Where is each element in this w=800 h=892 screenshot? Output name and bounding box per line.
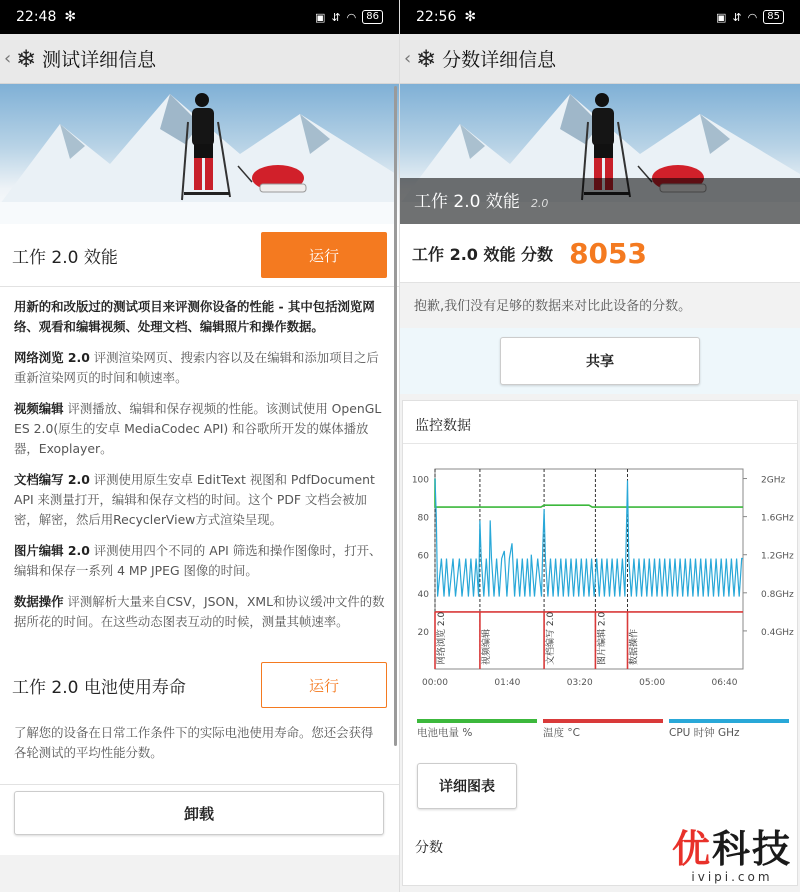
x-tick-label: 05:00 <box>639 678 666 688</box>
wifi-icon: ◠ <box>747 10 758 24</box>
hero-caption <box>414 187 548 212</box>
score-value: 8053 <box>569 236 647 270</box>
title-bar <box>0 34 399 84</box>
chart-legend <box>417 719 789 740</box>
test-description <box>0 286 399 653</box>
y-tick-label: 40 <box>417 589 429 600</box>
legend-battery <box>417 719 537 740</box>
watermark-brand-rest: 科技 <box>711 827 792 871</box>
test-row <box>0 224 399 286</box>
legend-battery-label: 电池电量 % <box>417 727 473 739</box>
y-tick-label: 60 <box>417 551 429 562</box>
page-title: 分数详细信息 <box>442 49 557 71</box>
item-text: 评测使用四个不同的 API 筛选和操作图像时，打开、编辑和保存一系列 4 MP JPEG 图像的时间。 <box>14 543 382 578</box>
list-item <box>14 592 385 632</box>
share-button[interactable]: 共享 <box>500 337 700 385</box>
battery-desc-text: 了解您的设备在日常工作条件下的实际电池使用寿命。您还会获得各轮测试的平均性能分数。 <box>14 725 374 760</box>
y-right-tick-label: 0.4GHz <box>761 627 794 638</box>
watermark-brand-red: 优 <box>671 827 712 871</box>
score-details-screen <box>400 0 800 892</box>
legend-cpu-label: CPU 时钟 GHz <box>669 727 740 739</box>
list-item <box>14 470 385 530</box>
item-name: 网络浏览 2.0 <box>14 350 90 365</box>
battery-test-name: 工作 2.0 电池使用寿命 <box>12 677 186 698</box>
score-row <box>400 224 800 282</box>
item-name: 数据操作 <box>14 594 64 609</box>
uninstall-area <box>0 784 399 855</box>
app-snowflake-icon: ❄ <box>416 44 437 73</box>
monitor-title: 监控数据 <box>415 418 471 434</box>
battery-test-row <box>0 653 399 717</box>
app-snowflake-icon: ❄ <box>16 44 37 73</box>
y-tick-label: 80 <box>417 513 429 524</box>
comparison-notice: 抱歉,我们没有足够的数据来对比此设备的分数。 <box>400 282 800 328</box>
run-button[interactable]: 运行 <box>261 232 387 278</box>
marker-label: 文档编写 2.0 <box>546 611 557 665</box>
clock: 22:56 <box>416 9 457 25</box>
item-name: 图片编辑 2.0 <box>14 543 90 558</box>
battery-run-button[interactable]: 运行 <box>261 662 387 708</box>
y-tick-label: 100 <box>411 475 429 486</box>
legend-cpu <box>669 719 789 740</box>
item-name: 视频编辑 <box>14 401 64 416</box>
hero-image <box>400 84 800 224</box>
item-text: 评测解析大量来自CSV，JSON，XML和协议缓冲文件的数据所花的时间。在这些动态图表互动的时候，测量其帧速率。 <box>14 594 385 629</box>
item-text: 评测渲染网页、搜索内容以及在编辑和添加项目之后重新渲染网页的时间和帧速率。 <box>14 350 379 385</box>
wifi-icon: ◠ <box>346 10 357 24</box>
watermark <box>672 828 792 884</box>
back-chevron-icon[interactable]: ‹ <box>404 48 412 69</box>
y-tick-label: 20 <box>417 627 429 638</box>
y-right-tick-label: 0.8GHz <box>761 589 794 600</box>
score-label: 工作 2.0 效能 分数 <box>412 244 554 264</box>
snowflake-notification-icon: ✻ <box>464 9 477 25</box>
marker-label: 网络浏览 2.0 <box>437 611 447 665</box>
snowflake-notification-icon: ✻ <box>64 9 77 25</box>
detail-chart-button[interactable]: 详细图表 <box>417 763 517 809</box>
marker-label: 视频编辑 <box>481 628 492 665</box>
marker-label: 数据操作 <box>629 628 640 665</box>
back-chevron-icon[interactable]: ‹ <box>4 48 12 69</box>
list-item <box>14 348 385 388</box>
hero-caption-text: 工作 2.0 效能 <box>414 192 520 212</box>
item-text: 评测使用原生安卓 EditText 视图和 PdfDocument API 来测量打开，编辑和保存文档的时间。这个 PDF 文档会被加密，解密，然后用RecyclerView方式渲染呈现。 <box>14 472 375 527</box>
clock: 22:48 <box>16 9 57 25</box>
battery-description <box>0 717 399 784</box>
battery-icon: 85 <box>763 10 784 24</box>
x-tick-label: 06:40 <box>711 678 738 688</box>
nfc-icon: ▣ <box>315 10 326 24</box>
item-name: 文档编写 2.0 <box>14 472 90 487</box>
y-right-tick-label: 1.2GHz <box>761 551 794 562</box>
scrollbar[interactable] <box>394 86 397 746</box>
score-section-title: 分数 <box>415 840 443 856</box>
list-item <box>14 399 385 459</box>
status-bar <box>0 0 399 34</box>
x-tick-label: 00:00 <box>422 678 448 688</box>
share-area <box>400 328 800 394</box>
test-name: 工作 2.0 效能 <box>12 247 118 268</box>
x-tick-label: 01:40 <box>494 678 521 688</box>
monitoring-chart <box>403 461 799 711</box>
item-text: 评测播放、编辑和保存视频的性能。该测试使用 OpenGL ES 2.0(原生的安卓 MediaCodec API) 和谷歌所开发的媒体播放器，Exoplayer。 <box>14 401 382 456</box>
skier-illustration <box>0 84 396 224</box>
list-item <box>14 541 385 581</box>
y-right-tick-label: 1.6GHz <box>761 513 794 524</box>
signal-icon: ⇵ <box>732 10 742 24</box>
battery-icon: 86 <box>362 10 383 24</box>
title-bar <box>400 34 800 84</box>
hero-version: 2.0 <box>530 197 549 210</box>
marker-label: 图片编辑 2.0 <box>597 611 608 665</box>
hero-image <box>0 84 399 224</box>
intro-text: 用新的和改版过的测试项目来评测你设备的性能 - 其中包括浏览网络、观看和编辑视频、处理文档、编辑照片和操作数据。 <box>14 299 375 334</box>
uninstall-button[interactable]: 卸载 <box>14 791 384 835</box>
monitoring-card <box>402 400 798 886</box>
nfc-icon: ▣ <box>716 10 727 24</box>
watermark-logo <box>672 828 792 870</box>
signal-icon: ⇵ <box>331 10 341 24</box>
page-title: 测试详细信息 <box>42 49 157 71</box>
status-bar <box>400 0 800 34</box>
legend-temperature <box>543 719 663 740</box>
y-right-tick-label: 2GHz <box>761 475 786 486</box>
watermark-url: ivipi.com <box>691 870 773 884</box>
x-tick-label: 03:20 <box>566 678 593 688</box>
legend-temperature-label: 温度 °C <box>543 727 580 739</box>
